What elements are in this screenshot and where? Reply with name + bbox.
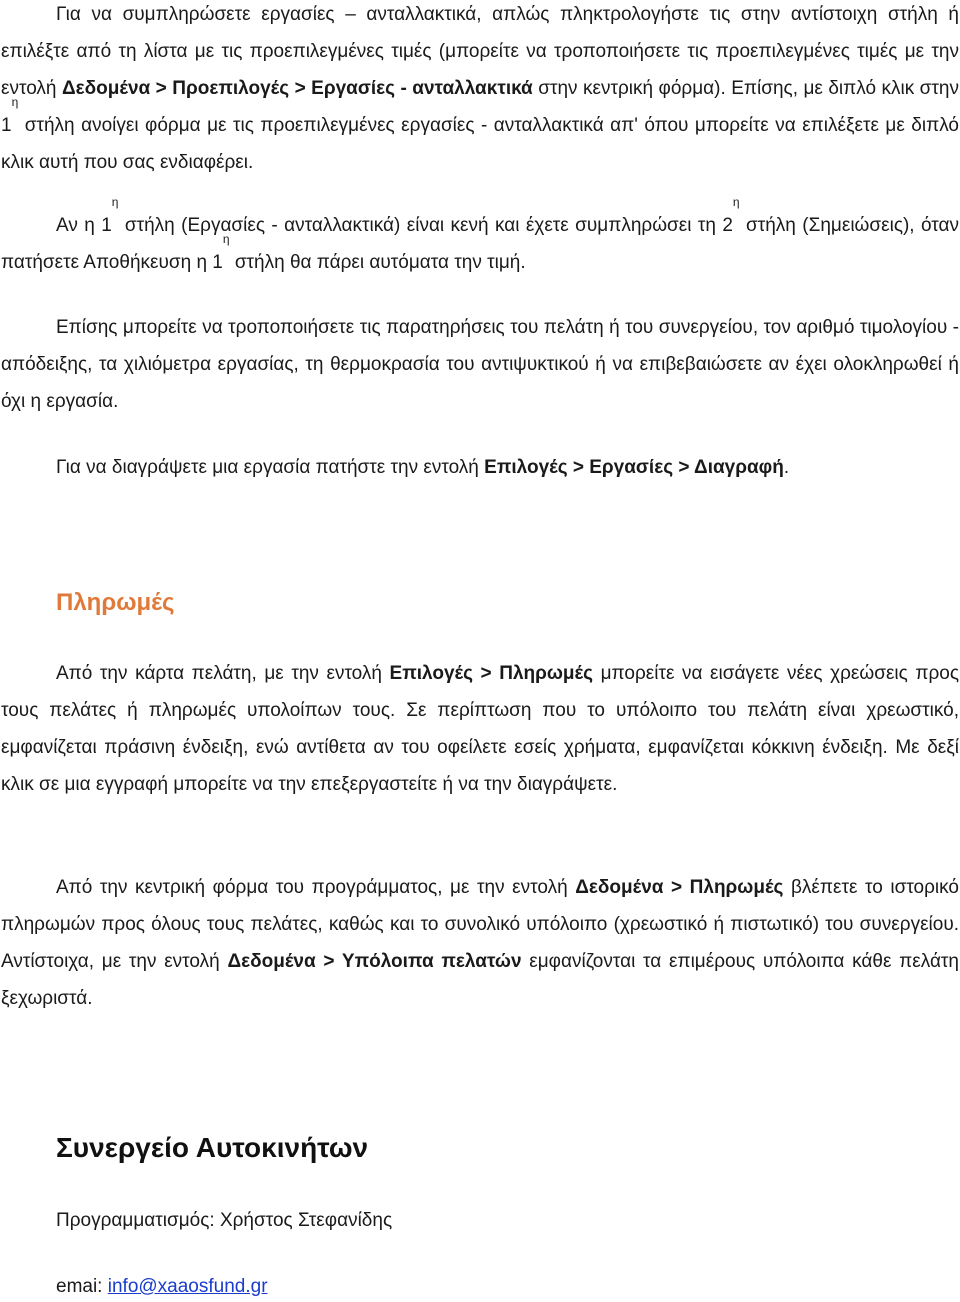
menu-path-defaults: Δεδομένα > Προεπιλογές > Εργασίες - ανταλλακτικά bbox=[61, 78, 533, 99]
paragraph-payments-customer-card: Από την κάρτα πελάτη, με την εντολή Επιλογές > Πληρωμές μπορείτε να εισάγετε νέες χρεώσεις προς τους πελάτες ή πληρωμές υπολοίπων τους. Σε περίπτωση που το υπόλοιπο του πελάτη είναι χρεωστικό, εμφανίζεται πράσινη ένδειξη, ενώ αντίθετα αν του οφείλετε εσείς χρήματα, εμφανίζεται κόκκινη ένδειξη. Με δεξί κλικ σε μια εγγραφή μπορείτε να την επεξεργαστείτε ή να την διαγράψετε. bbox=[1, 663, 960, 795]
paragraph-edit-remarks: Επίσης μπορείτε να τροποποιήσετε τις παρατηρήσεις του πελάτη ή του συνεργείου, τον αριθμό τιμολογίου - απόδειξης, τα χιλιόμετρα εργασίας, τη θερμοκρασία του αντιψυκτικού ή να επιβεβαιώσετε αν έχει ολοκληρωθεί ή όχι η εργασία. bbox=[1, 317, 959, 412]
menu-path-delete: Επιλογές > Εργασίες > Διαγραφή bbox=[484, 457, 784, 478]
app-title: Συνεργείο Αυτοκινήτων bbox=[56, 1132, 369, 1163]
programming-credit: Προγραμματισμός: Χρήστος Στεφανίδης bbox=[56, 1210, 393, 1231]
menu-path-data-payments: Δεδομένα > Πληρωμές bbox=[575, 877, 784, 898]
email-link[interactable]: info@xaaosfund.gr bbox=[107, 1276, 268, 1297]
paragraph-tasks-entry: Για να συμπληρώσετε εργασίες – ανταλλακτικά, απλώς πληκτρολογήστε τις στην αντίστοιχη στήλη ή επιλέξτε από τη λίστα με τις προεπιλεγμένες τιμές (μπορείτε να τροποποιήσετε τις προεπιλεγμένες τιμές με την εντολή Δεδομένα > Προεπιλογές > Εργασίες - ανταλλακτικά στην κεντρική φόρμα). Επίσης, με διπλό κλικ στην $1^\eta$ στήλη ανοίγει φόρμα με τις προεπιλεγμένες εργασίες - ανταλλακτικά απ' όπου μπορείτε να επιλέξετε με διπλό κλικ αυτή που σας ενδιαφέρει. bbox=[1, 4, 959, 173]
email-label: emai: bbox=[56, 1276, 108, 1297]
paragraph-first-column-autofill: Αν η $1^\eta$ στήλη (Εργασίες - ανταλλακτικά) είναι κενή και έχετε συμπληρώσει τη $2^\eta$ στήλη (Σημειώσεις), όταν πατήσετε Αποθήκευση η $1^\eta$ στήλη θα πάρει αυτόματα την τιμή. bbox=[1, 195, 959, 273]
section-heading-payments: Πληρωμές bbox=[56, 589, 175, 616]
menu-path-payments: Επιλογές > Πληρωμές bbox=[389, 663, 594, 684]
email-line bbox=[56, 1272, 268, 1302]
paragraph-payments-history: Από την κεντρική φόρμα του προγράμματος, με την εντολή Δεδομένα > Πληρωμές βλέπετε το ιστορικό πληρωμών προς όλους τους πελάτες, καθώς και το συνολικό υπόλοιπο (χρεωστικό ή πιστωτικό) του συνεργείου. Αντίστοιχα, με την εντολή Δεδομένα > Υπόλοιπα πελατών εμφανίζονται τα επιμέρους υπόλοιπα κάθε πελάτη ξεχωριστά. bbox=[1, 877, 960, 1009]
menu-path-customer-balances: Δεδομένα > Υπόλοιπα πελατών bbox=[227, 951, 522, 972]
paragraph-delete-task: Για να διαγράψετε μια εργασία πατήστε την εντολή Επιλογές > Εργασίες > Διαγραφή. bbox=[56, 457, 790, 478]
